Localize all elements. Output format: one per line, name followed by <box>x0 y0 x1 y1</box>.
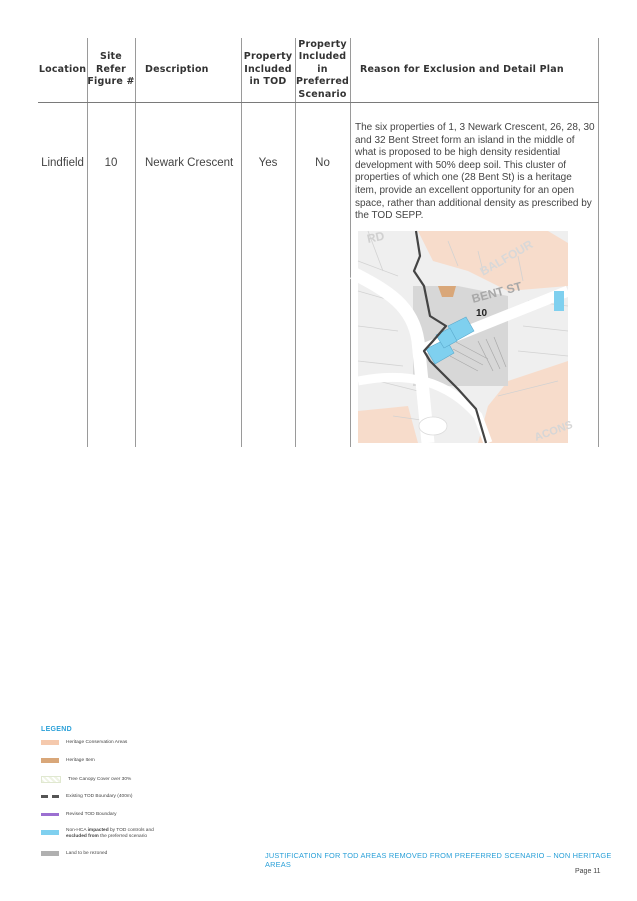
cell-reason: The six properties of 1, 3 Newark Crescent, 26, 28, 30 and 32 Bent Street form an island in the middle of what is proposed to be high density residential development with 50% deep soil. This cluster of properties of which one (28 Bent St) is a heritage item, provide an excellent opportunity for an open space, rather than additional density as prescribed by the TOD SEPP. <box>355 122 595 222</box>
legend-swatch <box>41 830 59 835</box>
legend-title: LEGEND <box>41 726 72 733</box>
map-label-site-number: 10 <box>476 308 488 319</box>
cell-site-refer: 10 <box>104 157 118 169</box>
col-divider <box>598 38 599 447</box>
cell-description: Newark Crescent <box>145 157 234 169</box>
header-divider <box>38 102 599 103</box>
legend-swatch <box>41 758 59 763</box>
legend-swatch <box>41 813 59 816</box>
header-location: Location <box>38 63 87 75</box>
exclusion-table <box>38 38 599 447</box>
legend-item: Revised TOD Boundary <box>41 812 116 817</box>
legend-item: Land to be rezoned <box>41 851 107 856</box>
map-label-balfour: BALFOUR <box>477 237 536 279</box>
map-label-rd: RD <box>365 228 386 246</box>
map-label-bottom-street: ACONS <box>532 418 575 444</box>
legend-item: Tree Canopy Cover over 30% <box>41 776 131 783</box>
page-number: Page 11 <box>575 868 601 875</box>
legend-item: Existing TOD Boundary (400m) <box>41 794 132 799</box>
legend-swatch <box>41 776 61 783</box>
cell-included-preferred: No <box>315 157 330 169</box>
cell-included-tod: Yes <box>258 157 278 169</box>
map-legend <box>41 726 241 856</box>
legend-item: Non-HCA impacted by TOD controls and excluded from the preferred scenario <box>41 828 154 841</box>
header-site-refer: Site Refer Figure # <box>87 51 135 88</box>
legend-swatch <box>41 851 59 856</box>
header-reason: Reason for Exclusion and Detail Plan <box>360 63 564 75</box>
legend-swatch <box>41 740 59 745</box>
map-label-bent-st: BENT ST <box>470 279 524 306</box>
site-detail-map <box>358 228 575 444</box>
legend-item: Heritage Conservation Areas <box>41 740 127 745</box>
cell-location: Lindfield <box>41 157 84 169</box>
header-property-included-preferred: Property Included in Preferred Scenario <box>295 38 350 100</box>
legend-item: Heritage Item <box>41 758 95 763</box>
header-property-included-tod: Property Included in TOD <box>243 51 293 88</box>
header-description: Description <box>145 63 209 75</box>
legend-swatch <box>41 795 59 798</box>
page-footer-title: JUSTIFICATION FOR TOD AREAS REMOVED FROM PREFERRED SCENARIO – NON HERITAGE AREAS <box>265 851 612 869</box>
